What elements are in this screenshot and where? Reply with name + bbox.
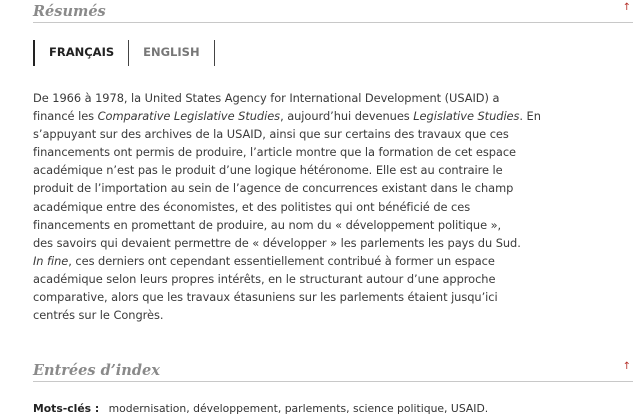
keywords-values[interactable]: modernisation, développement, parlements, science politique, USAID. [108, 402, 489, 415]
abstract-line: financements en promettant de produire, au nom du « développement politique », [33, 217, 502, 232]
section-title-index: Entrées d’index [33, 362, 160, 379]
abstract-line: financements ont permis de produire, l’article montre que la formation de cet espace [33, 145, 517, 160]
italic-title: Legislative Studies [413, 109, 520, 124]
abstract-line: s’appuyant sur des archives de la USAID, ainsi que sur certains des travaux que ces [33, 127, 509, 142]
abstract-text [33, 89, 541, 324]
language-tabs [33, 40, 215, 66]
abstract-line: In fine, ces derniers ont cependant essentiellement contribué à former un espace [33, 253, 495, 268]
abstract-line: De 1966 à 1978, la United States Agency for International Development (USAID) a [33, 91, 500, 105]
abstract-line: académique entre des économistes, et des politistes qui ont bénéficié de ces [33, 199, 471, 214]
abstract-line: des savoirs qui devaient permettre de « développer » les parlements les pays du Sud. [33, 235, 521, 250]
italic-title: Comparative Legislative Studies [97, 109, 281, 124]
keywords-row [33, 401, 488, 417]
back-to-top-arrow-icon[interactable]: ↑ [622, 361, 631, 372]
abstract-line: centrés sur le Congrès. [33, 308, 164, 323]
section-header-resumes [33, 2, 633, 23]
section-title-resumes: Résumés [33, 3, 106, 20]
abstract-line: comparative, alors que les travaux étasuniens sur les parlements étaient jusqu’ici [33, 290, 498, 305]
abstract-line: académique n’est pas le produit d’une logique hétéronome. Elle est au contraire le [33, 163, 503, 178]
section-header-index [33, 361, 633, 382]
back-to-top-arrow-icon[interactable]: ↑ [622, 2, 631, 13]
abstract-line: produit de l’importation au sein de l’agence de concurrences existant dans le champ [33, 181, 514, 196]
tab-english[interactable]: ENGLISH [128, 40, 214, 66]
italic-phrase: In fine [33, 253, 69, 268]
tab-francais[interactable]: FRANÇAIS [33, 40, 128, 66]
abstract-line: académique selon leurs propres intérêts, en le structurant autour d’une approche [33, 271, 496, 286]
keywords-label: Mots-clés : [33, 402, 100, 415]
abstract-line: financé les Comparative Legislative Studies, aujourd’hui devenues Legislative Studies. En [33, 109, 541, 124]
